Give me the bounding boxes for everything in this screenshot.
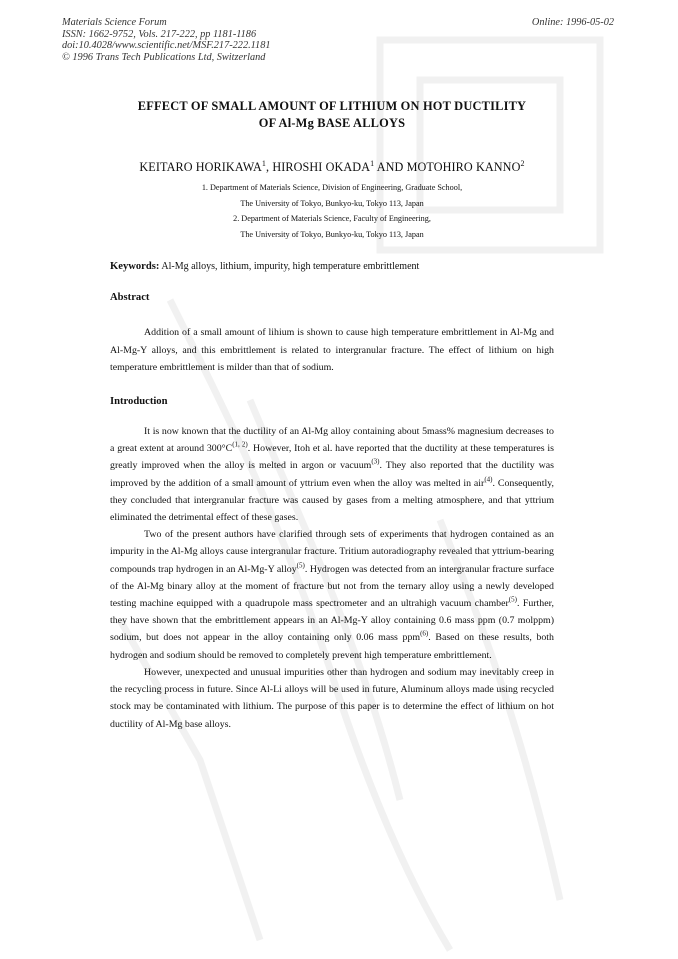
abstract-heading: Abstract xyxy=(110,292,150,304)
citation: (3) xyxy=(371,458,380,467)
keywords-label: Keywords: xyxy=(110,261,160,273)
author-2-affil: 1 xyxy=(370,159,375,168)
keywords-text: Al-Mg alloys, lithium, impurity, high temperature embrittlement xyxy=(159,261,420,273)
doi-line[interactable]: doi:10.4028/www.scientific.net/MSF.217-222.1181 xyxy=(62,40,271,52)
journal-name: Materials Science Forum xyxy=(62,17,167,28)
title-line-1: EFFECT OF SMALL AMOUNT OF LITHIUM ON HOT DUCTILITY xyxy=(137,99,527,113)
intro-paragraph-3: However, unexpected and unusual impurities other than hydrogen and sodium may inevitably creep in the recycling process in future. Since Al-Li alloys will be used in future, Aluminum alloys made using recycled stock may be contaminated with lithium. The purpose of this paper is to determine the effect of lithium on hot ductility of Al-Mg base alloys. xyxy=(110,666,554,730)
affiliation-line: The University of Tokyo, Bunkyo-ku, Tokyo 113, Japan xyxy=(240,229,424,239)
affiliation-line: 2. Department of Materials Science, Faculty of Engineering, xyxy=(233,214,431,224)
citation: (1, 2) xyxy=(232,440,248,449)
citation: (5) xyxy=(508,595,517,604)
intro-paragraph-1: It is now known that the ductility of an Al-Mg alloy containing about 5mass% magnesium decreases to a great extent at around $300^\circ C^{(1, 2)}$. However, Itoh et al. have reported that the ductility at these temperatures is greatly improved when the alloy is melted in argon or vacuum$^{(3)}$. They also reported that the ductility was improved by the addition of a small amount of yttrium even when the alloy was melted in air$^{(4)}$. Consequently, they concluded that intergranular fracture was caused by gases from a melting atmosphere, and that yttrium eliminated the detrimental effect of these gases. xyxy=(110,426,554,524)
citation: (4) xyxy=(484,475,493,484)
keywords xyxy=(110,261,554,272)
author-1-affil: 1 xyxy=(261,159,267,168)
issn-line: ISSN: 1662-9752, Vols. 217-222, pp 1181-1186 xyxy=(62,28,257,40)
citation: (5) xyxy=(296,561,305,570)
paper-title xyxy=(110,98,554,132)
paper-body xyxy=(110,98,554,733)
author-2: HIROSHI OKADA xyxy=(272,160,371,175)
journal-header xyxy=(62,17,271,63)
abstract-text: Addition of a small amount of lihium is shown to cause high temperature embrittlement in Al-Mg and Al-Mg-Y alloys, and this embrittlement is related to intergranular fracture. The effect of lithium on high temperature embrittlement is milder than that of sodium. xyxy=(110,327,554,373)
title-line-2: OF Al-Mg BASE ALLOYS xyxy=(258,116,406,130)
author-3-affil: 2 xyxy=(520,159,525,168)
author-list: KEITARO HORIKAWA$^1$, HIROSHI OKADA$^1$ AND MOTOHIRO KANNO$^2$ xyxy=(139,159,525,175)
copyright-line: © 1996 Trans Tech Publications Ltd, Switzerland xyxy=(62,51,266,63)
intro-paragraph-2: Two of the present authors have clarified through sets of experiments that hydrogen contained as an impurity in the Al-Mg alloys cause intergranular fracture. Tritium autoradiography revealed that yttrium-bearing compounds trap hydrogen in an Al-Mg-Y alloy$^{(5)}$. Hydrogen was detected from an intergranular fracture surface of the Al-Mg binary alloy at the moment of fracture but not from the ternary alloy using a newly developed testing machine equipped with a quadrupole mass spectrometer and an ultrahigh vacuum chamber$^{(5)}$. Further, they have shown that the embrittlement appears in an Al-Mg-Y alloy containing 0.6 mass ppm (0.7 molppm) sodium, but does not appear in the alloy containing only 0.06 mass ppm$^{(6)}$. Based on these results, both hydrogen and sodium should be removed to completely prevent high temperature embrittlement. xyxy=(110,529,554,661)
author-3: MOTOHIRO KANNO xyxy=(406,160,521,175)
affiliation-line: 1. Department of Materials Science, Division of Engineering, Graduate School, xyxy=(201,183,463,193)
citation: (6) xyxy=(420,630,429,639)
affiliations xyxy=(110,180,554,242)
online-date: Online: 1996-05-02 xyxy=(531,17,614,28)
author-1: KEITARO HORIKAWA xyxy=(139,160,262,175)
introduction-heading: Introduction xyxy=(110,396,168,408)
affiliation-line: The University of Tokyo, Bunkyo-ku, Tokyo 113, Japan xyxy=(240,198,424,208)
